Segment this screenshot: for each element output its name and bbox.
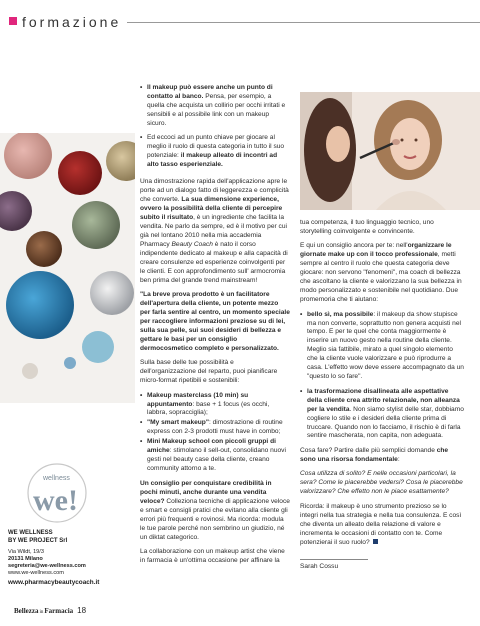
- format-list: [140, 392, 290, 475]
- company-email[interactable]: segreteria@we-wellness.com: [8, 563, 86, 570]
- list-item-text: : base + 1 focus (es occhi, labbra, sopracciglia);: [147, 400, 270, 417]
- paragraph: [300, 242, 464, 305]
- company-website[interactable]: www.we-wellness.com: [8, 570, 64, 577]
- bullet-point: [300, 311, 464, 383]
- coach-website[interactable]: www.pharmacybeautycoach.it: [8, 578, 100, 586]
- paragraph-text: Una dimostrazione rapida dell'applicazione apre le porte ad un dialogo fatto di leggerezza e complicità che converte.: [140, 178, 289, 203]
- paragraph: [140, 480, 290, 543]
- paragraph-italic-text: Beauty Coach: [171, 240, 213, 248]
- bullet-text: Ed eccoci ad un punto chiave per giocare al meglio il ruolo di questa categoria in tutto il suo potenziale:: [147, 134, 285, 160]
- paragraph: La collaborazione con un makeup artist che viene in farmacia è un'ottima occasione per affinare la: [140, 548, 285, 565]
- section-title: formazione: [22, 13, 127, 32]
- paragraph-text: , è un ingrediente che facilita la vendita. Ne parlo da sempre, ed è il motivo per cui già nel lontano 2010 nella mia accademia Pharmacy: [140, 213, 287, 248]
- eyeshadow-illustration: [0, 133, 135, 403]
- paragraph-text: E qui un consiglio ancora per te: nell': [300, 242, 408, 250]
- page-number: 18: [77, 606, 87, 615]
- company-name: WE WELLNESS: [8, 530, 53, 536]
- magazine-name-part2: Farmacia: [44, 607, 74, 615]
- bullet-point: [140, 134, 290, 170]
- author-signature: Sarah Cossu: [300, 563, 339, 571]
- bullet-bold-text: Il makeup può essere anche un punto di contatto al banco.: [147, 84, 273, 100]
- list-item-bold: Makeup masterclass (10 min) su appuntamento: [147, 391, 249, 408]
- bullet-point: [140, 84, 290, 129]
- company-subname: BY WE PROJECT Srl: [8, 537, 68, 544]
- list-item: [140, 438, 290, 474]
- makeup-scene-illustration: [300, 92, 480, 210]
- article-column-2: [300, 219, 464, 572]
- paragraph-text: , metti sempre al centro il ruolo che questa categoria deve giocare: non servono "fenomeni", ma coach di bellezza che ascoltano la cliente e valorizzano la sua bellezza in modo personalizzato e sostenibile nel quotidiano. Due promemoria che ti aiutano:: [300, 251, 462, 304]
- address-street: Via Wildt, 19/3: [8, 548, 44, 555]
- questions-paragraph: Cosa utilizza di solito? E nelle occasioni particolari, la sera? Come le piacerebbe vedersi? Cosa le piacerebbe valorizzare? Che effetto non le piace esattamente?: [300, 470, 463, 496]
- paragraph-text: Colleziona tecniche di applicazione veloce e smart e consigli pratici che evitano alla cliente gli errori più frequenti e rovinosi. Ma ricorda: modula le tue parole perché non sembrino un giudizio, né un diktat categorico.: [140, 498, 290, 541]
- paragraph-text: Ricorda: il makeup è uno strumento prezioso se lo integri nella tua strategia e nella tua consulenza. E così che diventa un alleato della relazione di valore e incrementa le occasioni di contatto con te. Come potenzierai il suo ruolo?: [300, 502, 462, 546]
- paragraph: [300, 503, 464, 548]
- bullet-bold-text: il makeup alleato di incontri ad alto tasso esperienziale.: [147, 152, 278, 169]
- bullet-text: : il makeup da show stupisce ma non converte, soprattutto non genera acquisti nel tempo. E per te quel che conta maggiormente è inserire un nuovo gesto nella routine della cliente. Meglio sia fattibile, mirato a quel singolo elemento che la cliente vuole valorizzare e può riprodurre a casa. L'effetto wow deve essere accompagnato da un "questo lo so fare".: [307, 310, 464, 381]
- bullet-text: . Non siamo stylist delle star, dobbiamo cogliere lo stile e i desideri della cliente prima di truccare. Quando non lo facciamo, il rischio è di farla sentire mascherata, non capita, non adeguata.: [307, 405, 464, 440]
- address-city: 20131 Milano: [8, 555, 43, 562]
- paragraph-bold-text: La sua dimensione experience, ovvero la possibilità della cliente di percepire subito il risultato: [140, 195, 283, 221]
- section-header: [0, 12, 480, 34]
- paragraph: Sulla base delle tue possibilità e dell'organizzazione del reparto, puoi pianificare micro-format ripetibili e sostenibili:: [140, 359, 278, 385]
- magazine-name-sep: in: [39, 610, 44, 615]
- list-item-text: : stimolano il sell-out, consolidano nuovi gesti nel beauty case della cliente, creano community attorno a te.: [147, 447, 286, 473]
- paragraph-text: Cosa fare? Partire dalle più semplici domande: [300, 446, 437, 454]
- paragraph: [140, 178, 290, 285]
- eyeshadow-photo: [0, 133, 135, 403]
- pull-quote: "La breve prova prodotto è un facilitatore dell'apertura della cliente, un potente mezzo per farla sentire al centro, un momento speciale per raccogliere informazioni preziose su di lei, sulla sua pelle, sui suoi desideri di bellezza e gettare le basi per un consiglio dermocosmetico completo e personalizzato.: [140, 291, 290, 352]
- logo-small-text: wellness: [43, 475, 70, 482]
- signature-rule: [300, 559, 368, 560]
- list-item-bold: "My smart makeup": [147, 419, 209, 427]
- bullet-text: Pensa, per esempio, a quella che acquista un collirio per occhi irritati e sensibili e al possibile link con un makeup sicuro.: [147, 92, 286, 127]
- magazine-name-part1: Bellezza: [14, 607, 39, 615]
- makeup-artist-photo: [300, 92, 480, 210]
- header-rule: [126, 22, 480, 23]
- paragraph-bold-text: organizzare le giornate make up con il tocco professionale: [300, 242, 452, 259]
- bullet-bold-text: bello sì, ma possibile: [307, 310, 374, 318]
- bullet-point: [300, 388, 464, 442]
- article-column-1: [140, 84, 290, 572]
- end-of-article-mark: [373, 539, 378, 544]
- list-item: [140, 419, 290, 437]
- paragraph: tua competenza, il tuo linguaggio tecnico, uno storytelling coinvolgente e convincente.: [300, 219, 434, 235]
- paragraph-bold-text: che sono una risorsa fondamentale: [300, 446, 449, 463]
- logo-graphic: [11, 462, 103, 524]
- list-item: [140, 392, 290, 419]
- paragraph-text: è nato il corso indipendente dedicato al makeup e alla capacità di creare consulenze ed esperienze coinvolgenti per le clienti. E con approfondimento sull' armocromia ben prima del grande trend mainstream!: [140, 240, 288, 284]
- paragraph-text: :: [397, 455, 400, 463]
- company-info: [8, 530, 138, 587]
- paragraph-bold-text: Un consiglio per conquistare credibilità in pochi minuti, anche durante una vendita veloce?: [140, 480, 272, 506]
- we-wellness-logo: [11, 462, 103, 524]
- list-item-bold: Mini Makeup school con piccoli gruppi di amiche: [147, 438, 276, 455]
- magazine-footer: [14, 606, 114, 618]
- paragraph: [300, 447, 464, 465]
- header-square-mark: [9, 17, 17, 25]
- list-item-text: : dimostrazione di routine express con 2-3 prodotti must have in combo;: [147, 419, 283, 436]
- logo-big-text: we!: [33, 484, 78, 517]
- bullet-bold-text: la trasformazione disallineata alle aspettative della cliente crea attrito relazionale, non alleanza per la vendita: [307, 387, 460, 413]
